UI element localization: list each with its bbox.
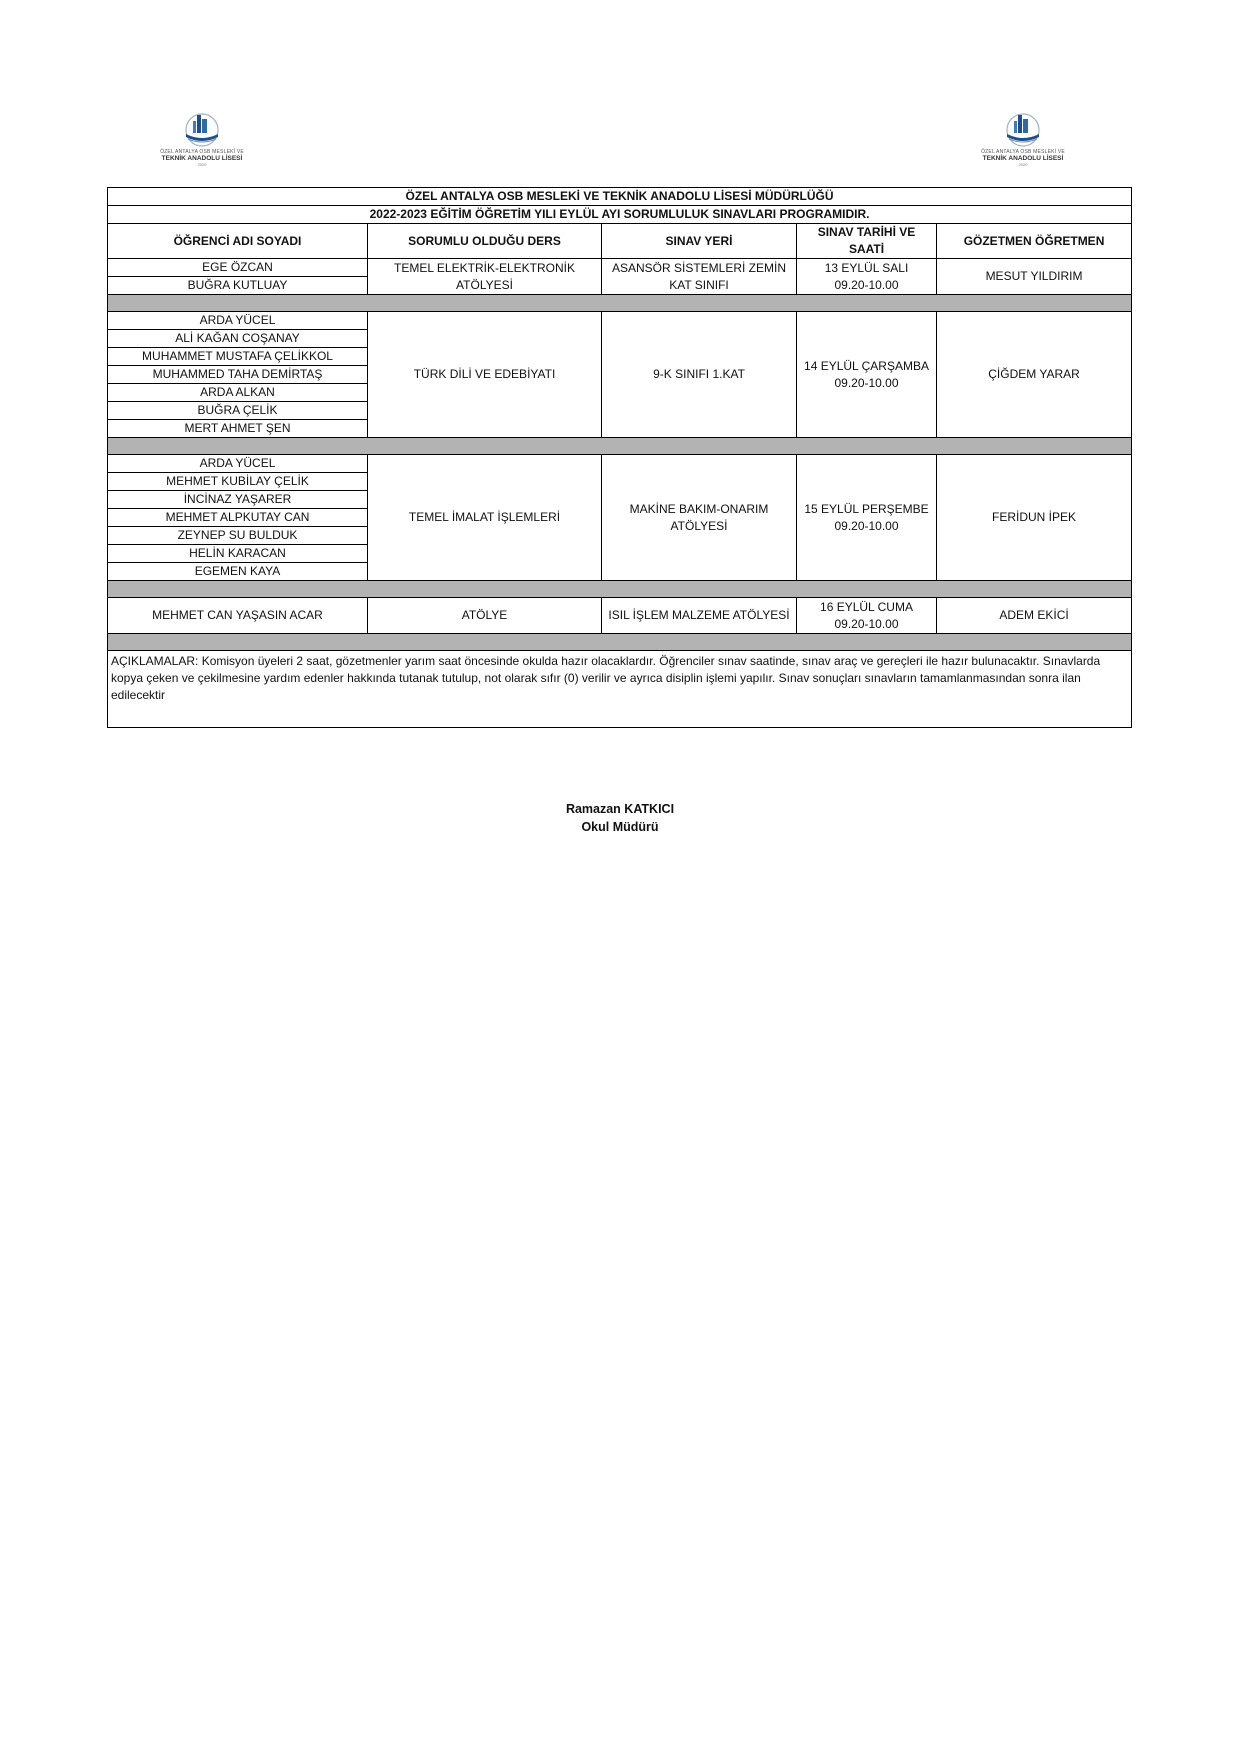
separator-row (108, 634, 1132, 651)
student-name: ARDA YÜCEL (108, 455, 368, 473)
date-cell (797, 598, 937, 634)
column-header-place: SINAV YERİ (602, 224, 797, 259)
student-name: BUĞRA ÇELİK (108, 402, 368, 420)
logo-line-2: TEKNİK ANADOLU LİSESİ (161, 155, 243, 162)
proctor-cell: ADEM EKİCİ (937, 598, 1132, 634)
schedule-title: 2022-2023 EĞİTİM ÖĞRETİM YILI EYLÜL AYI SORUMLULUK SINAVLARI PROGRAMIDIR. (108, 206, 1132, 224)
exam-time: 09.20-10.00 (834, 616, 899, 631)
student-name: ARDA YÜCEL (108, 312, 368, 330)
school-title: ÖZEL ANTALYA OSB MESLEKİ VE TEKNİK ANADOLU LİSESİ MÜDÜRLÜĞÜ (108, 188, 1132, 206)
course-cell: ATÖLYE (368, 598, 602, 634)
logo-line-3: 2020 (1018, 162, 1028, 167)
separator-row (108, 295, 1132, 312)
table-row (108, 259, 1132, 277)
table-row (108, 312, 1132, 330)
principal-title: Okul Müdürü (581, 820, 659, 834)
school-emblem-icon (1000, 112, 1046, 148)
school-logo-right (973, 112, 1073, 172)
signature-block (0, 800, 1240, 836)
school-emblem-icon (179, 112, 225, 148)
notes-text: AÇIKLAMALAR: Komisyon üyeleri 2 saat, gözetmenler yarım saat öncesinde okulda hazır olacaklardır. Öğrenciler sınav saatinde, sınav araç ve gereçleri ile hazır bulunacaktır. Sınavlarda kopya çeken ve çekilmesine yardım edenler hakkında tutanak tutulup, not olarak sıfır (0) verilir ve ayrıca disiplin işlemi yapılır. Sınav sonuçları sınavların tamamlanmasından sonra ilan edilecektir (108, 651, 1132, 728)
course-cell: TEMEL ELEKTRİK-ELEKTRONİK ATÖLYESİ (368, 259, 602, 295)
proctor-cell: ÇİĞDEM YARAR (937, 312, 1132, 438)
place-cell: ASANSÖR SİSTEMLERİ ZEMİN KAT SINIFI (602, 259, 797, 295)
school-logo-left (152, 112, 252, 172)
proctor-cell: MESUT YILDIRIM (937, 259, 1132, 295)
column-header-student: ÖĞRENCİ ADI SOYADI (108, 224, 368, 259)
student-name: MUHAMMED TAHA DEMİRTAŞ (108, 366, 368, 384)
course-cell: TEMEL İMALAT İŞLEMLERİ (368, 455, 602, 581)
table-row (108, 598, 1132, 634)
exam-date: 15 EYLÜL PERŞEMBE (804, 501, 929, 516)
separator-row (108, 438, 1132, 455)
column-header-proctor: GÖZETMEN ÖĞRETMEN (937, 224, 1132, 259)
student-name: MUHAMMET MUSTAFA ÇELİKKOL (108, 348, 368, 366)
exam-time: 09.20-10.00 (834, 375, 899, 390)
student-name: BUĞRA KUTLUAY (108, 277, 368, 295)
student-name: EGE ÖZCAN (108, 259, 368, 277)
student-name: MEHMET ALPKUTAY CAN (108, 509, 368, 527)
student-name: MERT AHMET ŞEN (108, 420, 368, 438)
exam-date: 13 EYLÜL SALI (824, 260, 909, 275)
date-cell (797, 312, 937, 438)
student-name: ARDA ALKAN (108, 384, 368, 402)
proctor-cell: FERİDUN İPEK (937, 455, 1132, 581)
logo-line-2: TEKNİK ANADOLU LİSESİ (982, 155, 1064, 162)
column-header-date: SINAV TARİHİ VE SAATİ (797, 224, 937, 259)
exam-time: 09.20-10.00 (834, 518, 899, 533)
student-name: MEHMET CAN YAŞASIN ACAR (108, 598, 368, 634)
principal-name: Ramazan KATKICI (565, 802, 675, 816)
column-header-course: SORUMLU OLDUĞU DERS (368, 224, 602, 259)
table-row (108, 455, 1132, 473)
separator-row (108, 581, 1132, 598)
student-name: ALİ KAĞAN COŞANAY (108, 330, 368, 348)
place-cell: MAKİNE BAKIM-ONARIM ATÖLYESİ (602, 455, 797, 581)
exam-schedule-table (107, 187, 1132, 728)
student-name: MEHMET KUBİLAY ÇELİK (108, 473, 368, 491)
place-cell: ISIL İŞLEM MALZEME ATÖLYESİ (602, 598, 797, 634)
exam-time: 09.20-10.00 (834, 277, 899, 292)
exam-date: 16 EYLÜL CUMA (820, 599, 913, 614)
exam-date: 14 EYLÜL ÇARŞAMBA (804, 358, 929, 373)
student-name: HELİN KARACAN (108, 545, 368, 563)
logo-line-1: ÖZEL ANTALYA OSB MESLEKİ VE (981, 149, 1065, 155)
date-cell (797, 259, 937, 295)
logo-line-1: ÖZEL ANTALYA OSB MESLEKİ VE (160, 149, 244, 155)
logo-line-3: 2020 (197, 162, 207, 167)
student-name: İNCİNAZ YAŞARER (108, 491, 368, 509)
student-name: EGEMEN KAYA (108, 563, 368, 581)
date-cell (797, 455, 937, 581)
student-name: ZEYNEP SU BULDUK (108, 527, 368, 545)
place-cell: 9-K SINIFI 1.KAT (602, 312, 797, 438)
course-cell: TÜRK DİLİ VE EDEBİYATI (368, 312, 602, 438)
